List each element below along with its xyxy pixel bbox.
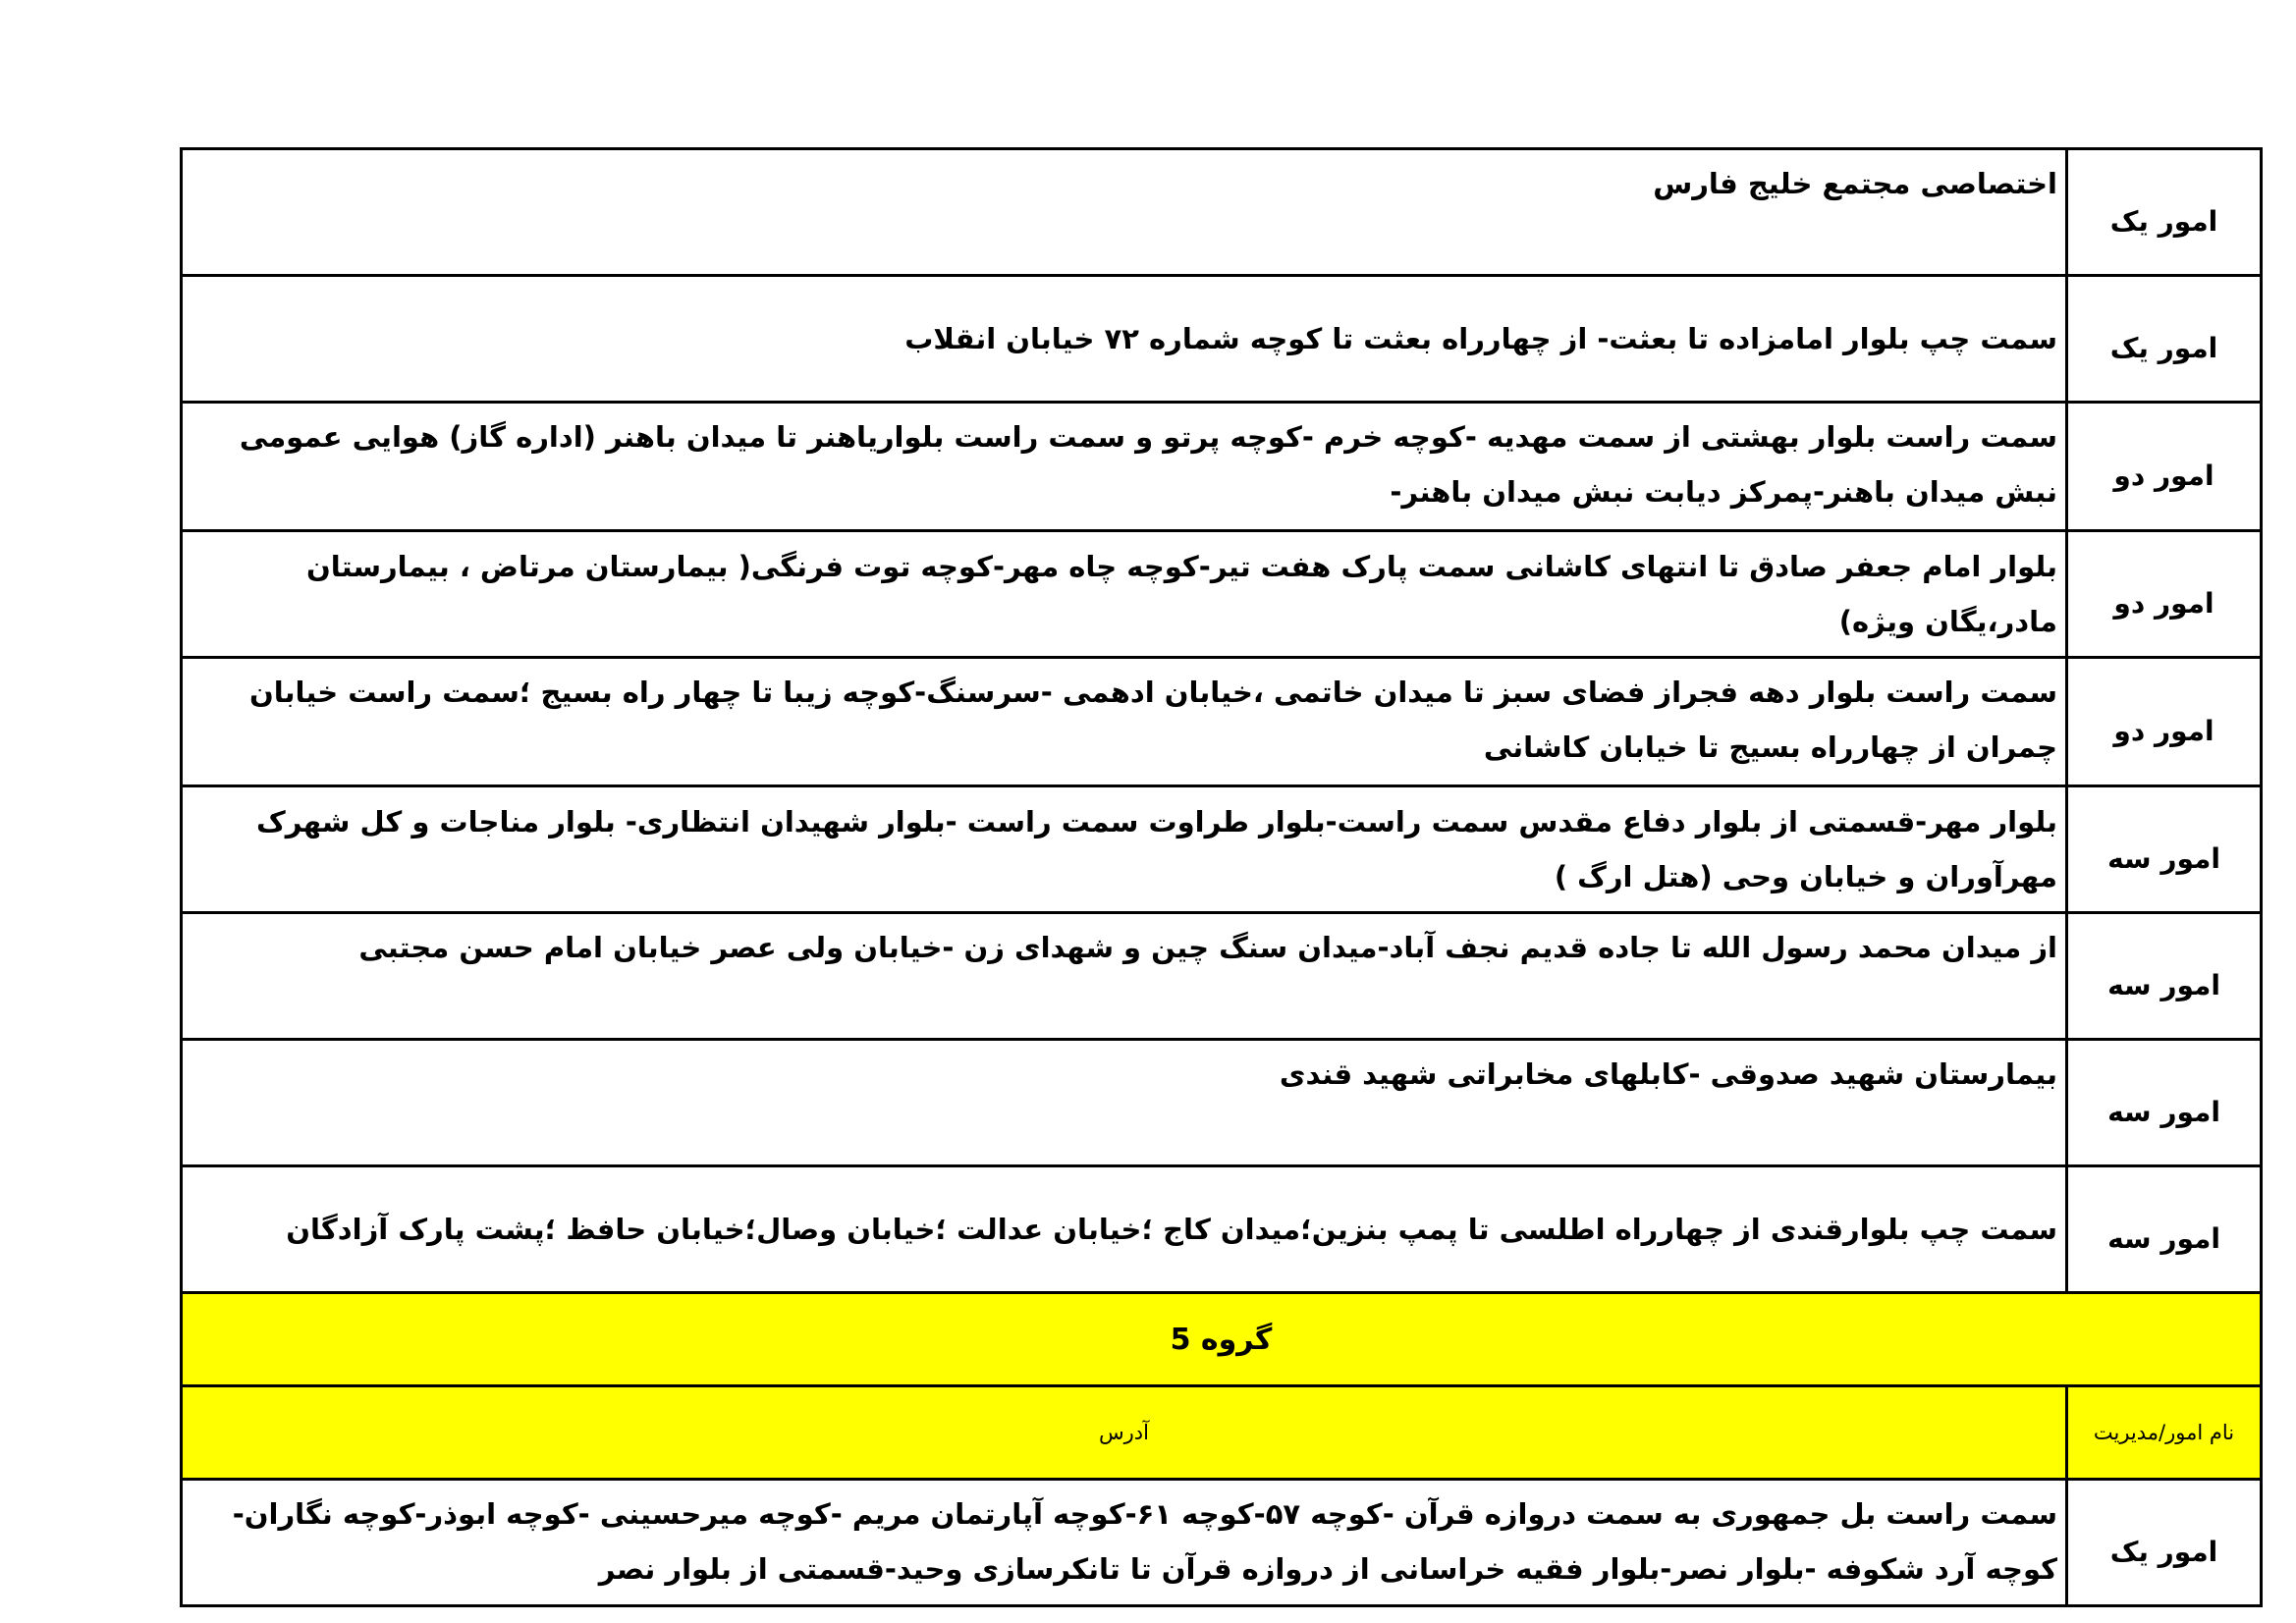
department-cell: امور سه <box>2067 1040 2262 1166</box>
table-row <box>182 1480 2262 1606</box>
department-cell: امور یک <box>2067 1480 2262 1606</box>
group-title-row <box>182 1293 2262 1386</box>
department-cell: امور یک <box>2067 149 2262 276</box>
address-cell: سمت راست بلوار بهشتی از سمت مهدیه -کوچه خرم -کوچه پرتو و سمت راست بلواریاهنر تا میدان باهنر (اداره گاز) هوایی عمومی نبش میدان باهنر-پمرکز دیابت نبش میدان باهنر- <box>182 403 2067 531</box>
department-cell: امور یک <box>2067 276 2262 403</box>
table-row <box>182 531 2262 658</box>
address-cell: سمت چپ بلوار امامزاده تا بعثت- از چهارراه بعثت تا کوچه شماره ۷۲ خیابان انقلاب <box>182 276 2067 403</box>
table-row <box>182 1166 2262 1293</box>
table-row <box>182 658 2262 786</box>
table-row <box>182 276 2262 403</box>
address-cell: سمت چپ بلوارقندی از چهارراه اطلسی تا پمپ بنزین؛میدان کاج ؛خیابان عدالت ؛خیابان وصال؛خیابان حافظ ؛پشت پارک آزادگان <box>182 1166 2067 1293</box>
department-cell: امور سه <box>2067 1166 2262 1293</box>
address-table <box>180 147 2263 1607</box>
address-cell: بلوار امام جعفر صادق تا انتهای کاشانی سمت پارک هفت تیر-کوچه چاه مهر-کوچه توت فرنگی( بیمارستان مرتاض ، بیمارستان مادر،یگان ویژه) <box>182 531 2067 658</box>
header-row <box>182 1386 2262 1480</box>
address-cell: از میدان محمد رسول الله تا جاده قدیم نجف آباد-میدان سنگ چین و شهدای زن -خیابان ولی عصر خیابان امام حسن مجتبی <box>182 913 2067 1040</box>
address-cell: سمت راست بل جمهوری به سمت دروازه قرآن -کوچه ۵۷-کوچه ۶۱-کوچه آپارتمان مریم -کوچه میرحسینی -کوچه ابوذر-کوچه نگاران-کوچه آرد شکوفه -بلوار نصر-بلوار فقیه خراسانی از دروازه قرآن تا تانکرسازی وحید-قسمتی از بلوار نصر <box>182 1480 2067 1606</box>
address-cell: بلوار مهر-قسمتی از بلوار دفاع مقدس سمت راست-بلوار طراوت سمت راست -بلوار شهیدان انتظاری- بلوار مناجات و کل شهرک مهرآوران و خیابان وحی (هتل ارگ ) <box>182 786 2067 913</box>
address-cell: بیمارستان شهید صدوقی -کابلهای مخابراتی شهید قندی <box>182 1040 2067 1166</box>
table-row <box>182 913 2262 1040</box>
column-header-department: نام امور/مدیریت <box>2067 1386 2262 1480</box>
department-cell: امور سه <box>2067 913 2262 1040</box>
table-row <box>182 786 2262 913</box>
address-cell: سمت راست بلوار دهه فجراز فضای سبز تا میدان خاتمی ،خیابان ادهمی -سرسنگ-کوچه زیبا تا چهار راه بسیج ؛سمت راست خیابان چمران از چهارراه بسیج تا خیابان کاشانی <box>182 658 2067 786</box>
department-cell: امور دو <box>2067 403 2262 531</box>
department-cell: امور دو <box>2067 531 2262 658</box>
department-cell: امور سه <box>2067 786 2262 913</box>
column-header-address: آدرس <box>182 1386 2067 1480</box>
table-row <box>182 1040 2262 1166</box>
department-cell: امور دو <box>2067 658 2262 786</box>
group-title: گروه 5 <box>182 1293 2262 1386</box>
address-cell: اختصاصی مجتمع خلیج فارس <box>182 149 2067 276</box>
table-row <box>182 149 2262 276</box>
table-row <box>182 403 2262 531</box>
outage-schedule-sheet <box>183 147 2263 1607</box>
